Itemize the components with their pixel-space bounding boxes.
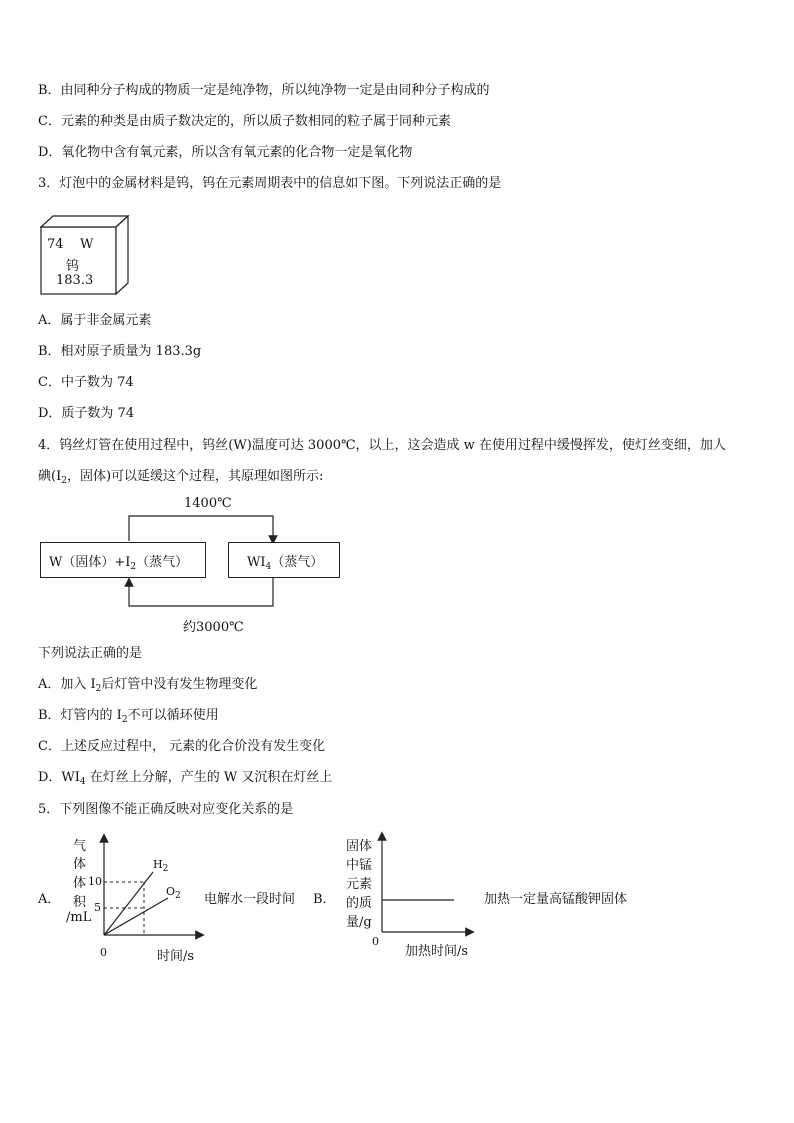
tungsten-element-cell <box>40 215 130 297</box>
graph-b-ylabel-2: 中锰 <box>346 858 373 873</box>
graph-b-caption: 加热一定量高锰酸钾固体 <box>484 892 628 907</box>
q4-option-b: B．灯管内的 $I_2$不可以循环使用 <box>38 708 219 725</box>
q2-option-d: D．氧化物中含有氧元素，所以含有氧元素的化合物一定是氧化物 <box>38 145 413 160</box>
q3-option-c: C．中子数为 74 <box>38 375 134 390</box>
q4-option-a: A．加入 $I_2$后灯管中没有发生物理变化 <box>38 677 258 694</box>
graph-a-ylabel-5: /mL <box>66 910 92 925</box>
element-atomic-mass: 183.3 <box>56 273 94 288</box>
reverse-temperature-label: 约3000℃ <box>183 620 244 635</box>
graph-a-o2-label: $O_2$ <box>166 885 181 901</box>
element-atomic-number: 74 <box>47 237 64 252</box>
element-name: 钨 <box>66 259 80 274</box>
graph-a-xlabel: 时间/s <box>157 949 195 964</box>
graph-b-ylabel-1: 固体 <box>346 839 373 854</box>
graph-a-ylabel-4: 积 <box>73 895 87 910</box>
reactant-box <box>40 542 206 578</box>
graph-b-xlabel: 加热时间/s <box>405 944 469 959</box>
element-symbol: W <box>80 237 94 252</box>
q4-stem-text-b: ，固体)可以延缓这个过程，其原理如图所示: <box>66 469 324 484</box>
q2-option-b: B．由同种分子构成的物质一定是纯净物，所以纯净物一定是由同种分子构成的 <box>38 83 490 98</box>
q4-option-c: C．上述反应过程中， 元素的化合价没有发生变化 <box>38 739 326 754</box>
q4-stem-subscript: 2 <box>61 476 67 486</box>
graph-b-ylabel-3: 元素 <box>346 877 373 892</box>
forward-temperature-label: 1400℃ <box>184 496 232 511</box>
graph-a-ylabel-3: 体 <box>73 876 87 891</box>
product-box <box>228 542 340 578</box>
graph-a-tick-5: 5 <box>94 901 101 914</box>
graph-b-ylabel-5: 量/g <box>346 915 372 930</box>
q3-option-b: B．相对原子质量为 183.3g <box>38 344 202 359</box>
q4-stem-line2 <box>38 468 323 486</box>
q4-stem-line1: 4．钨丝灯管在使用过程中，钨丝(W)温度可达 3000℃，以上，这会造成 w 在使用过程中缓慢挥发，使灯丝变细，加人 <box>38 438 726 453</box>
q2-option-c: C．元素的种类是由质子数决定的，所以质子数相同的粒子属于同种元素 <box>38 114 451 129</box>
reactant-label: W（固体）$+I_2$（蒸气） <box>49 555 189 572</box>
graph-a-tick-10: 10 <box>88 875 102 888</box>
q3-stem: 3．灯泡中的金属材料是钨，钨在元素周期表中的信息如下图。下列说法正确的是 <box>38 176 502 191</box>
graph-a-origin: 0 <box>100 946 107 959</box>
graph-a-ylabel-1: 气 <box>73 839 87 854</box>
q4-prompt: 下列说法正确的是 <box>38 646 143 661</box>
graph-a-caption: 电解水一段时间 <box>204 892 296 907</box>
q4-stem-text-a: 碘(I <box>38 469 62 484</box>
graph-a-ylabel-2: 体 <box>73 857 87 872</box>
graph-b-letter: B． <box>313 892 336 907</box>
graph-b-origin: 0 <box>372 935 379 948</box>
product-label: $WI_4$（蒸气） <box>247 555 324 572</box>
q5-stem: 5．下列图像不能正确反映对应变化关系的是 <box>38 802 294 817</box>
graph-b-ylabel-4: 的质 <box>346 896 373 911</box>
q3-option-d: D．质子数为 74 <box>38 406 135 421</box>
q4-option-d: D．$WI_4$ 在灯丝上分解，产生的 W 又沉积在灯丝上 <box>38 770 333 787</box>
q3-option-a: A．属于非金属元素 <box>38 313 152 328</box>
graph-a-letter: A． <box>38 892 61 907</box>
graph-a-h2-label: $H_2$ <box>153 858 169 874</box>
